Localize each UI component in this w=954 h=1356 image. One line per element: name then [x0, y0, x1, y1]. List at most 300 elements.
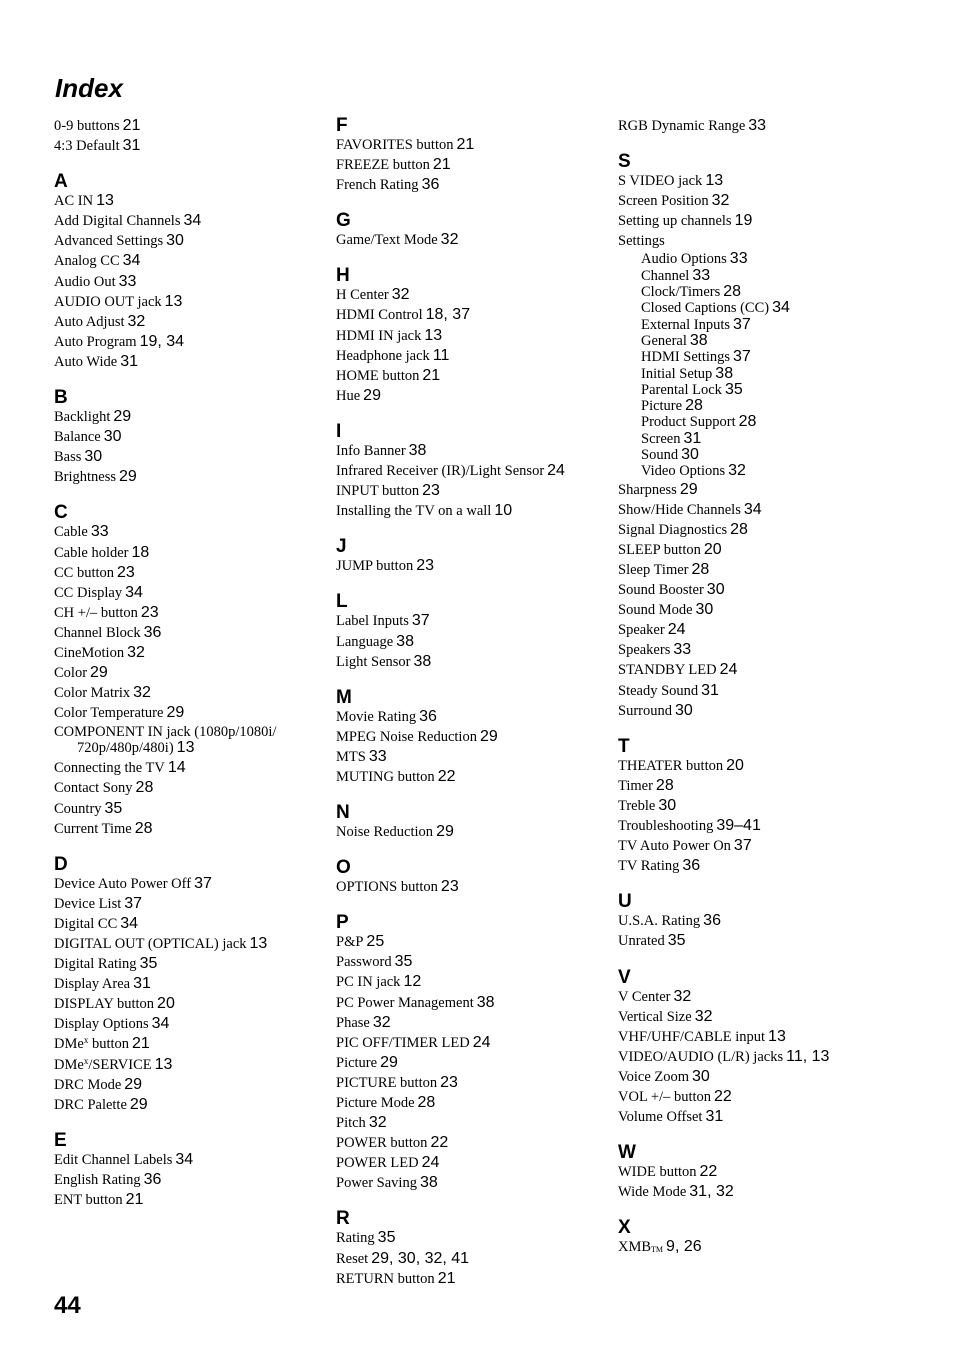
- index-pages: 35: [377, 1229, 396, 1247]
- index-entry: [336, 1269, 611, 1289]
- page-number: 44: [54, 1292, 81, 1319]
- index-entry: [336, 326, 611, 346]
- letter-heading-u: U: [618, 891, 632, 913]
- index-entry: [336, 1249, 611, 1269]
- index-pages: 32: [694, 1007, 713, 1025]
- index-pages: 36: [682, 857, 701, 875]
- index-sub-entry: [618, 382, 918, 398]
- index-pages: 37: [124, 894, 143, 912]
- index-term: AUDIO OUT jack: [54, 293, 162, 310]
- index-pages: 22: [430, 1134, 449, 1152]
- index-term: RETURN button: [336, 1270, 435, 1287]
- index-term: Balance: [54, 429, 101, 446]
- index-entry: [54, 522, 324, 542]
- index-sub-entry: [618, 251, 918, 267]
- index-entry: [54, 543, 324, 563]
- index-term: Backlight: [54, 409, 111, 426]
- entry-list: [618, 911, 918, 951]
- letter-heading-l: L: [336, 591, 348, 613]
- index-entry: [54, 683, 324, 703]
- entry-list: [336, 707, 611, 787]
- index-pages: 32: [711, 192, 730, 210]
- entry-list: [618, 756, 918, 877]
- index-entry: [54, 778, 324, 798]
- index-term: HOME button: [336, 367, 420, 384]
- index-entry: [336, 877, 611, 897]
- index-term: Infrared Receiver (IR)/Light Sensor: [336, 463, 545, 480]
- index-term: Treble: [618, 797, 656, 814]
- index-term: VIDEO/AUDIO (L/R) jacks: [618, 1048, 784, 1065]
- index-term: General: [641, 332, 687, 349]
- index-entry: [336, 1013, 611, 1033]
- index-entry: [336, 441, 611, 461]
- index-entry: [336, 305, 611, 325]
- index-entry: [336, 230, 611, 250]
- index-term-suffix: /SERVICE: [88, 1056, 152, 1073]
- index-entry: [618, 171, 918, 191]
- index-term: Auto Wide: [54, 353, 118, 370]
- entry-list: [54, 1150, 324, 1210]
- index-term: RGB Dynamic Range: [618, 118, 746, 134]
- index-term: Troubleshooting: [618, 818, 714, 835]
- index-term: VHF/UHF/CABLE input: [618, 1028, 766, 1045]
- index-entry: [618, 1027, 918, 1047]
- index-pages: 20: [726, 756, 744, 774]
- index-term: AC IN: [54, 193, 94, 210]
- index-term: Display Area: [54, 976, 131, 993]
- index-pages: 38: [715, 364, 734, 382]
- index-term: VOL +/– button: [618, 1088, 712, 1105]
- index-entry: [54, 974, 324, 994]
- index-entry: [336, 155, 611, 175]
- index-entry: [618, 856, 918, 876]
- index-pages: 28: [691, 561, 710, 578]
- index-pages: 13: [249, 935, 268, 952]
- index-entry: [618, 1067, 918, 1087]
- index-entry: [618, 660, 918, 680]
- index-term: External Inputs: [641, 316, 730, 333]
- index-pages: 28: [417, 1094, 436, 1111]
- index-term: Video Options: [641, 463, 726, 480]
- index-pages: 32: [728, 462, 746, 480]
- index-term: H Center: [336, 287, 389, 304]
- index-pages: 29: [479, 727, 498, 745]
- index-entry: [54, 467, 324, 487]
- index-entry: [336, 932, 611, 952]
- index-entry: [336, 611, 611, 631]
- index-pages: 34: [743, 500, 762, 518]
- index-term-prefix: DMe: [54, 1056, 84, 1073]
- index-term: HDMI IN jack: [336, 327, 422, 344]
- index-pages: 29: [363, 386, 381, 404]
- index-term: MUTING button: [336, 768, 435, 785]
- index-entry: [54, 703, 324, 723]
- index-pages: 38: [408, 441, 427, 459]
- index-column-3: [618, 116, 918, 1257]
- index-term: Sharpness: [618, 481, 677, 498]
- entry-list: [336, 1228, 611, 1288]
- index-entry: [618, 191, 918, 211]
- index-entry: [54, 136, 324, 156]
- index-term: Audio Options: [641, 251, 727, 268]
- entry-list: [54, 874, 324, 1035]
- index-term: Digital CC: [54, 915, 118, 932]
- index-entry: [618, 1162, 918, 1182]
- index-term: Settings: [618, 233, 665, 250]
- index-term: Picture Mode: [336, 1095, 415, 1111]
- index-entry: [336, 481, 611, 501]
- index-pages: 21: [437, 1269, 456, 1287]
- index-entry: [336, 727, 611, 747]
- index-entry: [336, 822, 611, 842]
- index-term: Edit Channel Labels: [54, 1151, 173, 1168]
- index-column-2: [336, 116, 611, 1289]
- index-entry: [618, 500, 918, 520]
- index-pages: 22: [699, 1163, 718, 1181]
- index-term: POWER LED: [336, 1155, 419, 1172]
- index-pages: 10: [494, 502, 513, 520]
- index-entry: [336, 707, 611, 727]
- index-pages: 30: [166, 232, 184, 250]
- letter-heading-n: N: [336, 802, 350, 824]
- index-term: Device List: [54, 895, 122, 912]
- index-term: SLEEP button: [618, 541, 701, 558]
- index-pages: 38: [476, 993, 495, 1011]
- index-entry: [54, 332, 324, 352]
- index-term: Analog CC: [54, 253, 120, 270]
- index-entry: [54, 874, 324, 894]
- index-entry: [618, 1087, 918, 1107]
- index-term: Vertical Size: [618, 1008, 692, 1025]
- index-pages: 35: [724, 380, 743, 398]
- letter-heading-i: I: [336, 420, 342, 442]
- index-term: Reset: [336, 1250, 369, 1267]
- index-term: Timer: [618, 777, 653, 794]
- index-term: THEATER button: [618, 757, 724, 774]
- index-pages: 34: [175, 1150, 194, 1168]
- index-pages: 31, 32: [689, 1183, 734, 1201]
- index-entry: [618, 681, 918, 701]
- index-term: Sound: [641, 447, 679, 464]
- index-term: Contact Sony: [54, 780, 133, 797]
- index-pages: 24: [547, 462, 565, 480]
- index-pages: 13: [96, 192, 114, 210]
- index-pages: 32: [133, 684, 151, 702]
- index-term: Add Digital Channels: [54, 213, 181, 230]
- index-column-1: [54, 116, 324, 1210]
- index-term: Wide Mode: [618, 1184, 687, 1201]
- index-pages: 28: [723, 283, 742, 301]
- entry-list: [618, 987, 918, 1128]
- index-pages: 32: [368, 1114, 387, 1132]
- index-pages: 29: [124, 1075, 143, 1093]
- index-term: Movie Rating: [336, 708, 417, 725]
- index-entry: [54, 623, 324, 643]
- index-term: Channel Block: [54, 624, 141, 641]
- index-pages: 18: [131, 543, 150, 561]
- index-pages: 30: [103, 428, 122, 446]
- index-pages: 37: [733, 348, 751, 366]
- index-pages: 37: [733, 315, 751, 333]
- letter-heading-x: X: [618, 1217, 631, 1239]
- index-term: Device Auto Power Off: [54, 875, 192, 892]
- index-pages: 20: [703, 540, 722, 558]
- entry-list: [336, 230, 611, 250]
- index-pages: 29, 30, 32, 41: [371, 1249, 470, 1267]
- entry-list: [336, 822, 611, 842]
- index-pages: 38: [396, 632, 414, 650]
- index-entry: [336, 1173, 611, 1193]
- entry-list: [618, 116, 918, 136]
- index-term: CH +/– button: [54, 604, 138, 621]
- index-entry: [54, 292, 324, 312]
- index-pages: 32: [372, 1013, 391, 1031]
- letter-heading-a: A: [54, 171, 68, 193]
- index-entry: [54, 1075, 324, 1095]
- index-term: TV Rating: [618, 858, 680, 875]
- entry-list: [618, 480, 918, 721]
- index-entry: [54, 819, 324, 839]
- entry-list: [54, 1075, 324, 1115]
- index-pages: 34: [772, 299, 790, 317]
- index-term: POWER button: [336, 1135, 428, 1152]
- index-entry: [618, 931, 918, 951]
- index-sub-entry: [618, 366, 918, 382]
- index-term: Clock/Timers: [641, 284, 721, 301]
- index-entry: [54, 643, 324, 663]
- index-entry: [54, 1014, 324, 1034]
- index-term: PC IN jack: [336, 974, 401, 991]
- index-entry: [618, 816, 918, 836]
- index-entry: [336, 952, 611, 972]
- index-term: Digital Rating: [54, 956, 137, 973]
- index-entry: [54, 211, 324, 231]
- index-term: Cable: [54, 524, 88, 541]
- index-term: Channel: [641, 267, 690, 284]
- index-entry: [618, 540, 918, 560]
- index-term: Connecting the TV: [54, 760, 165, 777]
- letter-heading-p: P: [336, 912, 349, 934]
- letter-heading-c: C: [54, 502, 68, 524]
- index-pages: 28: [738, 413, 757, 431]
- index-term: Color: [54, 665, 88, 682]
- index-term-prefix: XMB: [618, 1239, 652, 1256]
- letter-heading-j: J: [336, 536, 347, 558]
- index-pages: 30: [706, 581, 725, 599]
- index-sub-entry: [618, 300, 918, 316]
- index-pages: 21: [422, 366, 441, 384]
- index-entry: [54, 1095, 324, 1115]
- index-term: Auto Program: [54, 333, 137, 350]
- index-term: WIDE button: [618, 1164, 697, 1181]
- index-term: V Center: [618, 988, 671, 1005]
- index-term: Hue: [336, 387, 361, 404]
- index-entry: [618, 836, 918, 856]
- index-entry: [336, 501, 611, 521]
- index-term: ENT button: [54, 1192, 123, 1209]
- letter-heading-d: D: [54, 853, 68, 875]
- letter-heading-b: B: [54, 387, 68, 409]
- index-term: Signal Diagnostics: [618, 521, 728, 538]
- index-pages: 32: [440, 231, 459, 249]
- entry-list: [618, 1162, 918, 1202]
- entry-list: [54, 758, 324, 838]
- index-pages: 38: [413, 652, 432, 670]
- entry-list: [336, 611, 611, 671]
- entry-list: [336, 932, 611, 1193]
- index-term: Country: [54, 800, 102, 817]
- index-sub-entry: [618, 317, 918, 333]
- index-term: CC Display: [54, 584, 123, 601]
- index-pages: 23: [440, 1073, 458, 1091]
- index-pages: 33: [118, 272, 137, 290]
- index-entry: [336, 1033, 611, 1053]
- index-entry: [54, 447, 324, 467]
- letter-heading-t: T: [618, 735, 630, 757]
- index-entry: [54, 563, 324, 583]
- trademark-mark: TM: [651, 1245, 664, 1255]
- index-entry: [336, 652, 611, 672]
- index-pages: 28: [134, 819, 153, 837]
- index-entry: [618, 796, 918, 816]
- index-term: Current Time: [54, 820, 132, 837]
- index-term: HDMI Settings: [641, 349, 731, 366]
- index-term: DIGITAL OUT (OPTICAL) jack: [54, 936, 247, 952]
- index-term: U.S.A. Rating: [618, 913, 701, 930]
- index-pages: 24: [667, 621, 686, 639]
- index-entry: [54, 914, 324, 934]
- index-pages: 21: [132, 1035, 150, 1053]
- index-sub-entry: [618, 333, 918, 349]
- index-pages: 28: [730, 520, 748, 538]
- index-entry: [54, 663, 324, 683]
- index-entry: [54, 191, 324, 211]
- index-entry: [336, 1073, 611, 1093]
- index-pages: 33: [729, 250, 748, 268]
- index-pages: 19, 34: [139, 332, 185, 350]
- index-term: MPEG Noise Reduction: [336, 728, 477, 745]
- index-term: DRC Palette: [54, 1096, 127, 1113]
- index-term: DISPLAY button: [54, 996, 155, 1013]
- index-entry: [336, 285, 611, 305]
- index-pages: 32: [127, 312, 146, 330]
- index-pages: 34: [122, 252, 141, 270]
- index-entry: [54, 1150, 324, 1170]
- index-entry: [54, 1034, 324, 1054]
- index-term: Pitch: [336, 1115, 366, 1132]
- index-pages: 33: [90, 523, 109, 541]
- index-term: Language: [336, 633, 394, 650]
- index-term: English Rating: [54, 1171, 141, 1188]
- index-term: PICTURE button: [336, 1074, 438, 1091]
- index-entry: [618, 211, 918, 231]
- index-term: Closed Captions (CC): [641, 300, 770, 317]
- index-pages: 25: [366, 933, 385, 951]
- index-entry: [336, 175, 611, 195]
- index-pages: 39–41: [716, 817, 761, 835]
- index-term: Speakers: [618, 642, 671, 659]
- index-entry: [618, 1047, 918, 1067]
- index-term: Color Matrix: [54, 685, 131, 702]
- letter-heading-v: V: [618, 966, 631, 988]
- index-entry: [54, 407, 324, 427]
- index-term: Noise Reduction: [336, 824, 434, 841]
- index-term: Voice Zoom: [618, 1068, 690, 1085]
- index-term: PIC OFF/TIMER LED: [336, 1034, 470, 1051]
- index-term: STANDBY LED: [618, 662, 717, 679]
- index-entry: [336, 1153, 611, 1173]
- index-pages: 20: [157, 995, 175, 1013]
- index-term: FAVORITES button: [336, 137, 454, 153]
- index-pages: 37: [194, 874, 212, 892]
- index-pages: 23: [440, 878, 459, 896]
- index-pages: 33: [692, 266, 711, 284]
- index-entry: [54, 758, 324, 778]
- index-pages: 28: [135, 779, 154, 797]
- index-pages: 34: [151, 1015, 170, 1033]
- index-pages: 30: [695, 601, 714, 619]
- index-term: Password: [336, 954, 392, 971]
- index-entry: [336, 767, 611, 787]
- entry-list: [336, 556, 611, 576]
- index-term: CineMotion: [54, 644, 125, 661]
- index-term: Color Temperature: [54, 705, 164, 722]
- index-pages: 36: [419, 707, 437, 725]
- index-term: Label Inputs: [336, 613, 409, 630]
- index-entry: [618, 1007, 918, 1027]
- index-sub-entry: [618, 447, 918, 463]
- index-pages: 35: [394, 953, 413, 971]
- index-entry: [336, 747, 611, 767]
- index-pages: 34: [183, 212, 202, 230]
- index-entry: [54, 427, 324, 447]
- index-entry: [618, 1107, 918, 1127]
- index-pages: 34: [120, 914, 139, 932]
- index-term: Auto Adjust: [54, 313, 125, 330]
- index-pages: 36: [143, 623, 162, 641]
- index-entry: [54, 251, 324, 271]
- index-term: JUMP button: [336, 558, 414, 575]
- index-term: Setting up channels: [618, 213, 732, 230]
- index-term: Show/Hide Channels: [618, 501, 741, 518]
- index-term: Product Support: [641, 414, 736, 431]
- index-term: Game/Text Mode: [336, 232, 438, 249]
- index-term: Headphone jack: [336, 347, 430, 364]
- index-entry: [54, 954, 324, 974]
- index-pages: 11: [432, 346, 450, 364]
- index-pages: 28: [655, 776, 674, 794]
- index-pages: 37: [733, 837, 752, 855]
- index-pages: 32: [391, 286, 410, 304]
- index-pages: 11, 13: [786, 1047, 830, 1065]
- index-term: Power Saving: [336, 1175, 417, 1192]
- index-term: MTS: [336, 748, 366, 765]
- index-term: P&P: [336, 934, 364, 951]
- index-term: Info Banner: [336, 442, 406, 459]
- index-pages: 21: [432, 156, 451, 174]
- index-term: Light Sensor: [336, 653, 411, 670]
- index-pages: 33: [368, 747, 387, 765]
- entry-list: [336, 135, 611, 195]
- letter-heading-o: O: [336, 857, 351, 879]
- index-entry: [336, 386, 611, 406]
- index-term: Advanced Settings: [54, 233, 164, 250]
- index-entry: [54, 272, 324, 292]
- index-entry: [54, 116, 324, 136]
- index-term: COMPONENT IN jack (1080p/1080i/ 720p/480p/480i): [54, 724, 277, 757]
- index-term: Bass: [54, 449, 82, 466]
- index-entry: [54, 583, 324, 603]
